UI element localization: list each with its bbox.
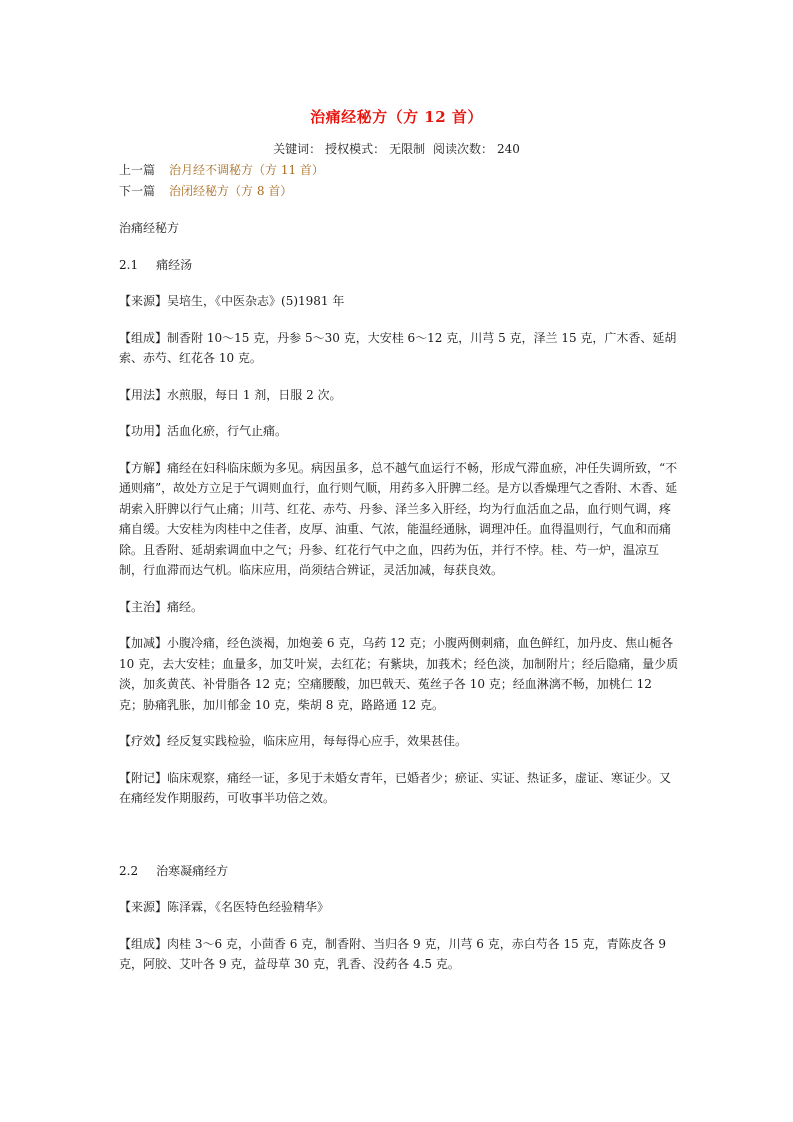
- explanation-tag: 【方解】: [119, 460, 168, 475]
- reads-label: 阅读次数：: [432, 142, 493, 156]
- intro-heading: 治痛经秘方: [119, 221, 180, 235]
- efficacy-tag: 【疗效】: [119, 734, 168, 748]
- page-title: 治痛经秘方（方 12 首）: [310, 108, 483, 126]
- effect-paragraph: [119, 421, 679, 442]
- section-number: 2.1: [119, 257, 139, 272]
- modification-tag: 【加减】: [119, 636, 168, 650]
- modification-text: 小腹冷痛，经色淡褐，加炮姜 6 克，乌药 12 克；小腹两侧刺痛，血色鲜红，加丹皮、焦山栀各 10 克，去大安桂；血量多，加艾叶炭，去红花；有紫块，加莪术；经色淡，加制附片；经后隐痛，量少质淡，加炙黄芪、补骨脂各 12 克；空痛腰酸，加巴戟天、菟丝子各 10 克；经血淋漓不畅，加桃仁 12 克；胁痛乳胀，加川郁金 10 克，柴胡 8 克，路路通 12 克。: [119, 636, 679, 712]
- prev-article-label: 上一篇: [119, 163, 156, 177]
- prev-article-row: [119, 161, 324, 178]
- usage-tag: 【用法】: [119, 387, 168, 402]
- source-paragraph: [119, 897, 679, 918]
- section-heading: [119, 861, 679, 882]
- indication-text: 痛经。: [167, 599, 204, 614]
- composition-tag: 【组成】: [119, 330, 168, 345]
- explanation-text: 痛经在妇科临床颇为多见。病因虽多，总不越气血运行不畅，形成气滞血瘀，冲任失调所致，“不通则痛”，故处方立足于气调则血行，血行则气顺，用药多入肝脾二经。是方以香燥理气之香附、木香、延胡索入肝脾以行气止痛；川芎、红花、赤芍、丹参、泽兰多入肝经，均为行血活血之品，血行则气调，疼痛自缓。大安桂为肉桂中之佳者，皮厚、油重、气浓，能温经通脉，调理冲任。血得温则行，气血和而痛除。且香附、延胡索调血中之气；丹参、红花行气中之血，四药为伍，并行不悖。桂、芍一炉，温凉互制，行血滞而达气机。临床应用，尚须结合辨证，灵活加减，每获良效。: [119, 460, 678, 577]
- composition-paragraph: [119, 328, 679, 369]
- usage-text: 水煎服，每日 1 剂，日服 2 次。: [167, 387, 342, 402]
- efficacy-paragraph: [119, 731, 679, 752]
- article-body: [119, 218, 679, 975]
- composition-text: 肉桂 3～6 克，小茴香 6 克，制香附、当归各 9 克，川芎 6 克，赤白芍各 15 克，青陈皮各 9 克，阿胶、艾叶各 9 克，益母草 30 克，乳香、没药各 4.5 克。: [119, 936, 667, 971]
- next-article-label: 下一篇: [119, 184, 156, 198]
- usage-paragraph: [119, 385, 679, 406]
- section-number: 2.2: [119, 863, 139, 878]
- keywords-label: 关键词：: [273, 142, 322, 156]
- source-text: 陈泽霖，《名医特色经验精华》: [167, 900, 330, 914]
- composition-text: 制香附 10～15 克，丹参 5～30 克，大安桂 6～12 克，川芎 5 克，泽兰 15 克，广木香、延胡索、赤芍、红花各 10 克。: [119, 330, 677, 365]
- note-paragraph: [119, 768, 679, 809]
- modification-paragraph: [119, 633, 679, 715]
- reads-value: 240: [496, 142, 520, 156]
- source-tag: 【来源】: [119, 294, 168, 308]
- efficacy-text: 经反复实践检验，临床应用，每每得心应手，效果甚佳。: [167, 734, 468, 748]
- source-text: 吴培生，《中医杂志》(5)1981 年: [167, 294, 345, 308]
- section-name: 治寒凝痛经方: [156, 863, 229, 878]
- license-label: 授权模式：: [325, 142, 386, 156]
- next-article-row: [119, 182, 292, 199]
- indication-paragraph: [119, 597, 679, 618]
- source-paragraph: [119, 291, 679, 312]
- source-tag: 【来源】: [119, 900, 168, 914]
- article-meta: [0, 140, 793, 157]
- note-tag: 【附记】: [119, 770, 168, 785]
- composition-tag: 【组成】: [119, 936, 168, 951]
- section-heading: [119, 255, 679, 276]
- indication-tag: 【主治】: [119, 599, 168, 614]
- explanation-paragraph: [119, 458, 679, 581]
- section-name: 痛经汤: [156, 257, 193, 272]
- effect-tag: 【功用】: [119, 424, 168, 438]
- next-article-link[interactable]: 治闭经秘方（方 8 首）: [169, 184, 293, 198]
- effect-text: 活血化瘀，行气止痛。: [167, 424, 288, 438]
- prev-article-link[interactable]: 治月经不调秘方（方 11 首）: [169, 163, 324, 177]
- license-value: 无限制: [389, 142, 426, 156]
- composition-paragraph: [119, 934, 679, 975]
- note-text: 临床观察，痛经一证，多见于未婚女青年，已婚者少；瘀证、实证、热证多，虚证、寒证少。又在痛经发作期服药，可收事半功倍之效。: [119, 770, 672, 805]
